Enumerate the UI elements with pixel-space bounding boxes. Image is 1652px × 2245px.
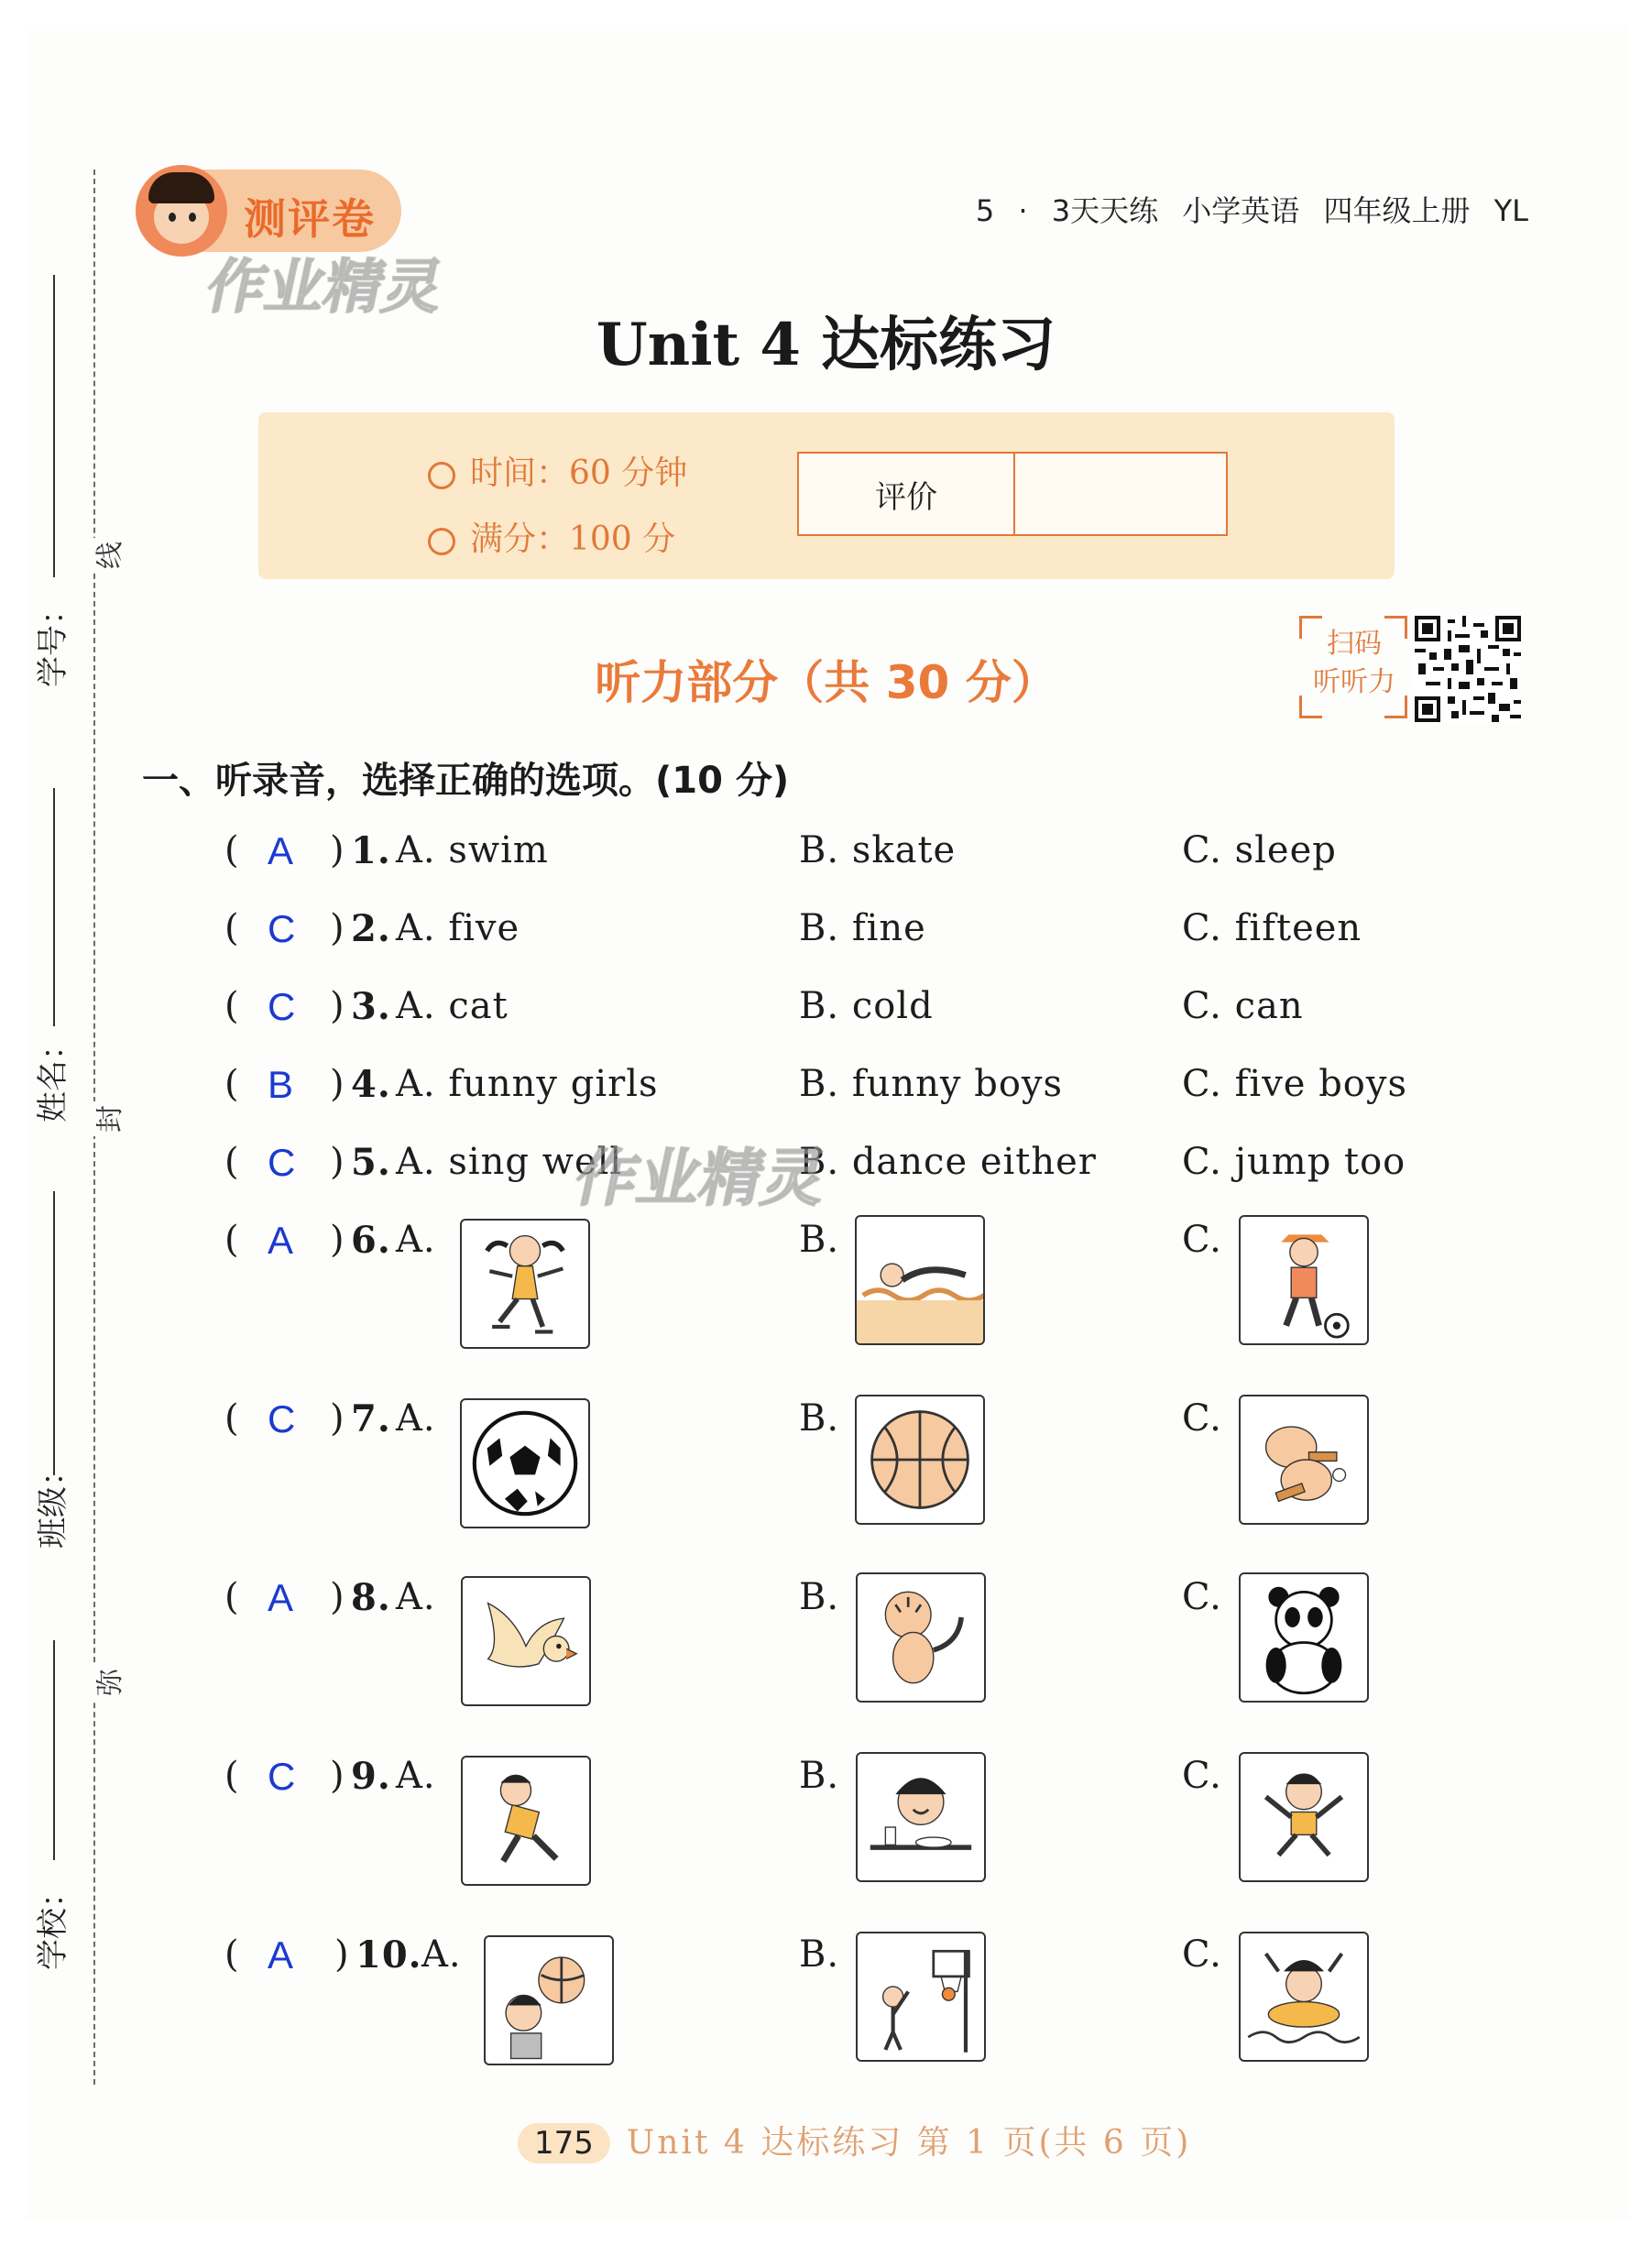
option-a: A. sing well bbox=[396, 1141, 623, 1183]
option-b: B. skate bbox=[799, 829, 957, 871]
option-c-letter: C. bbox=[1182, 1576, 1222, 1618]
option-c-letter: C. bbox=[1182, 1755, 1222, 1797]
ping-pong-paddles-picture bbox=[1239, 1395, 1369, 1525]
option-a: A. five bbox=[396, 907, 520, 949]
binding-mark-close: 弥 bbox=[87, 1665, 127, 1700]
option-a-letter: A. bbox=[396, 1219, 436, 1261]
eating-girl-picture bbox=[856, 1752, 986, 1882]
basketball-hoop-picture bbox=[856, 1932, 986, 2062]
answer-mark[interactable]: C bbox=[268, 1755, 297, 1798]
question-row: ( ) A 1. A. swim B. skate C. sleep bbox=[224, 829, 1337, 872]
running-girl-picture bbox=[461, 1756, 591, 1886]
question-number: 8. bbox=[351, 1576, 391, 1619]
option-b: B. dance either bbox=[799, 1141, 1097, 1183]
student-name-label: 姓名： bbox=[35, 1029, 71, 1122]
ball-hit-boy-picture bbox=[484, 1935, 614, 2065]
binding-mark-line: 线 bbox=[87, 538, 127, 573]
option-b: B. cold bbox=[799, 985, 934, 1027]
drowning-girl-picture bbox=[1239, 1932, 1369, 2062]
full-score: 满分：100 分 bbox=[428, 513, 675, 560]
option-a: A. swim bbox=[396, 829, 549, 871]
bird-picture bbox=[461, 1576, 591, 1706]
binding-mark-seal: 封 bbox=[87, 1101, 127, 1136]
watermark-top: 作业精灵 bbox=[200, 254, 450, 322]
option-a-letter: A. bbox=[396, 1397, 436, 1440]
jumping-girl-picture bbox=[1239, 1752, 1369, 1882]
picture-question-row: ( ) A 6. A. B. C. bbox=[224, 1219, 1222, 1262]
clock-icon bbox=[428, 462, 455, 489]
tiger-picture bbox=[856, 1572, 986, 1703]
option-b: B. funny boys bbox=[799, 1063, 1064, 1105]
answer-mark[interactable]: C bbox=[268, 1141, 297, 1184]
skating-girl-picture bbox=[460, 1219, 590, 1349]
question-number: 10. bbox=[356, 1933, 422, 1977]
question-number: 5. bbox=[351, 1141, 391, 1184]
swimming-boy-picture bbox=[855, 1215, 985, 1345]
question-heading: 一、听录音，选择正确的选项。(10 分) bbox=[142, 760, 790, 802]
scan-hint bbox=[1299, 616, 1407, 718]
answer-mark[interactable]: C bbox=[268, 1397, 297, 1440]
option-c: C. fifteen bbox=[1182, 907, 1362, 949]
option-c-letter: C. bbox=[1182, 1397, 1222, 1440]
class-label: 班级： bbox=[35, 1455, 71, 1549]
picture-question-row: ( ) C 9. A. B. C. bbox=[224, 1755, 1222, 1798]
question-number: 2. bbox=[351, 907, 391, 950]
listening-section-title: 听力部分（共 30 分） bbox=[595, 656, 1057, 709]
question-row: ( ) C 2. A. five B. fine C. fifteen bbox=[224, 907, 1362, 950]
answer-mark[interactable]: B bbox=[268, 1063, 295, 1106]
answer-mark[interactable]: A bbox=[268, 829, 295, 872]
option-b-letter: B. bbox=[799, 1933, 840, 1976]
time-limit: 时间：60 分钟 bbox=[428, 447, 687, 494]
cartoon-boy-icon bbox=[136, 165, 227, 257]
page-title: Unit 4 达标练习 bbox=[596, 311, 1056, 379]
evaluation-table bbox=[797, 452, 1228, 536]
picture-question-row: ( ) A 10. A. B. C. bbox=[224, 1933, 1222, 1977]
exam-info-box bbox=[258, 412, 1395, 579]
qr-code-icon[interactable] bbox=[1415, 616, 1521, 722]
soccer-boy-picture bbox=[1239, 1215, 1369, 1345]
option-c: C. jump too bbox=[1182, 1141, 1406, 1183]
answer-mark[interactable]: A bbox=[268, 1933, 295, 1977]
check-circle-icon bbox=[428, 528, 455, 555]
evaluation-cell[interactable] bbox=[1015, 454, 1226, 534]
option-c: C. sleep bbox=[1182, 829, 1337, 871]
panda-picture bbox=[1239, 1572, 1369, 1703]
option-b-letter: B. bbox=[799, 1219, 840, 1261]
option-b-letter: B. bbox=[799, 1397, 840, 1440]
question-number: 1. bbox=[351, 829, 391, 872]
option-c-letter: C. bbox=[1182, 1933, 1222, 1976]
football-picture bbox=[460, 1398, 590, 1528]
page-footer bbox=[518, 2117, 1191, 2163]
question-number: 7. bbox=[351, 1397, 391, 1440]
option-c: C. five boys bbox=[1182, 1063, 1408, 1105]
option-a: A. funny girls bbox=[396, 1063, 659, 1105]
answer-mark[interactable]: C bbox=[268, 907, 297, 950]
school-label: 学校： bbox=[35, 1877, 71, 1970]
question-row: ( ) C 5. A. sing well B. dance either C. jump too bbox=[224, 1141, 1406, 1184]
option-c-letter: C. bbox=[1182, 1219, 1222, 1261]
question-number: 4. bbox=[351, 1063, 391, 1106]
picture-question-row: ( ) A 8. A. B. C. bbox=[224, 1576, 1222, 1619]
answer-mark[interactable]: A bbox=[268, 1576, 295, 1619]
option-a: A. cat bbox=[396, 985, 509, 1027]
option-a-letter: A. bbox=[396, 1576, 436, 1618]
question-row: ( ) C 3. A. cat B. cold C. can bbox=[224, 985, 1304, 1028]
option-b-letter: B. bbox=[799, 1755, 840, 1797]
basketball-picture bbox=[855, 1395, 985, 1525]
student-id-label: 学号： bbox=[35, 594, 71, 687]
option-b: B. fine bbox=[799, 907, 926, 949]
badge-label: 测评卷 bbox=[244, 194, 376, 244]
question-number: 3. bbox=[351, 985, 391, 1028]
book-meta: 5 · 3天天练 小学英语 四年级上册 YL bbox=[975, 193, 1528, 228]
answer-mark[interactable]: C bbox=[268, 985, 297, 1028]
footer-text: Unit 4 达标练习 第 1 页(共 6 页) bbox=[626, 2124, 1192, 2162]
question-number: 9. bbox=[351, 1755, 391, 1798]
option-c: C. can bbox=[1182, 985, 1304, 1027]
page-number: 175 bbox=[518, 2123, 610, 2163]
watermark-middle: 作业精灵 bbox=[568, 1143, 834, 1215]
option-a-letter: A. bbox=[396, 1755, 436, 1797]
scan-text-line1: 扫码 bbox=[1327, 628, 1382, 660]
evaluation-label: 评价 bbox=[799, 454, 1015, 534]
question-row: ( ) B 4. A. funny girls B. funny boys C. five boys bbox=[224, 1063, 1408, 1106]
answer-mark[interactable]: A bbox=[268, 1219, 295, 1262]
scan-text-line2: 听听力 bbox=[1313, 666, 1395, 698]
option-b-letter: B. bbox=[799, 1576, 840, 1618]
picture-question-row: ( ) C 7. A. B. C. bbox=[224, 1397, 1222, 1440]
option-a-letter: A. bbox=[421, 1933, 462, 1976]
question-number: 6. bbox=[351, 1219, 391, 1262]
